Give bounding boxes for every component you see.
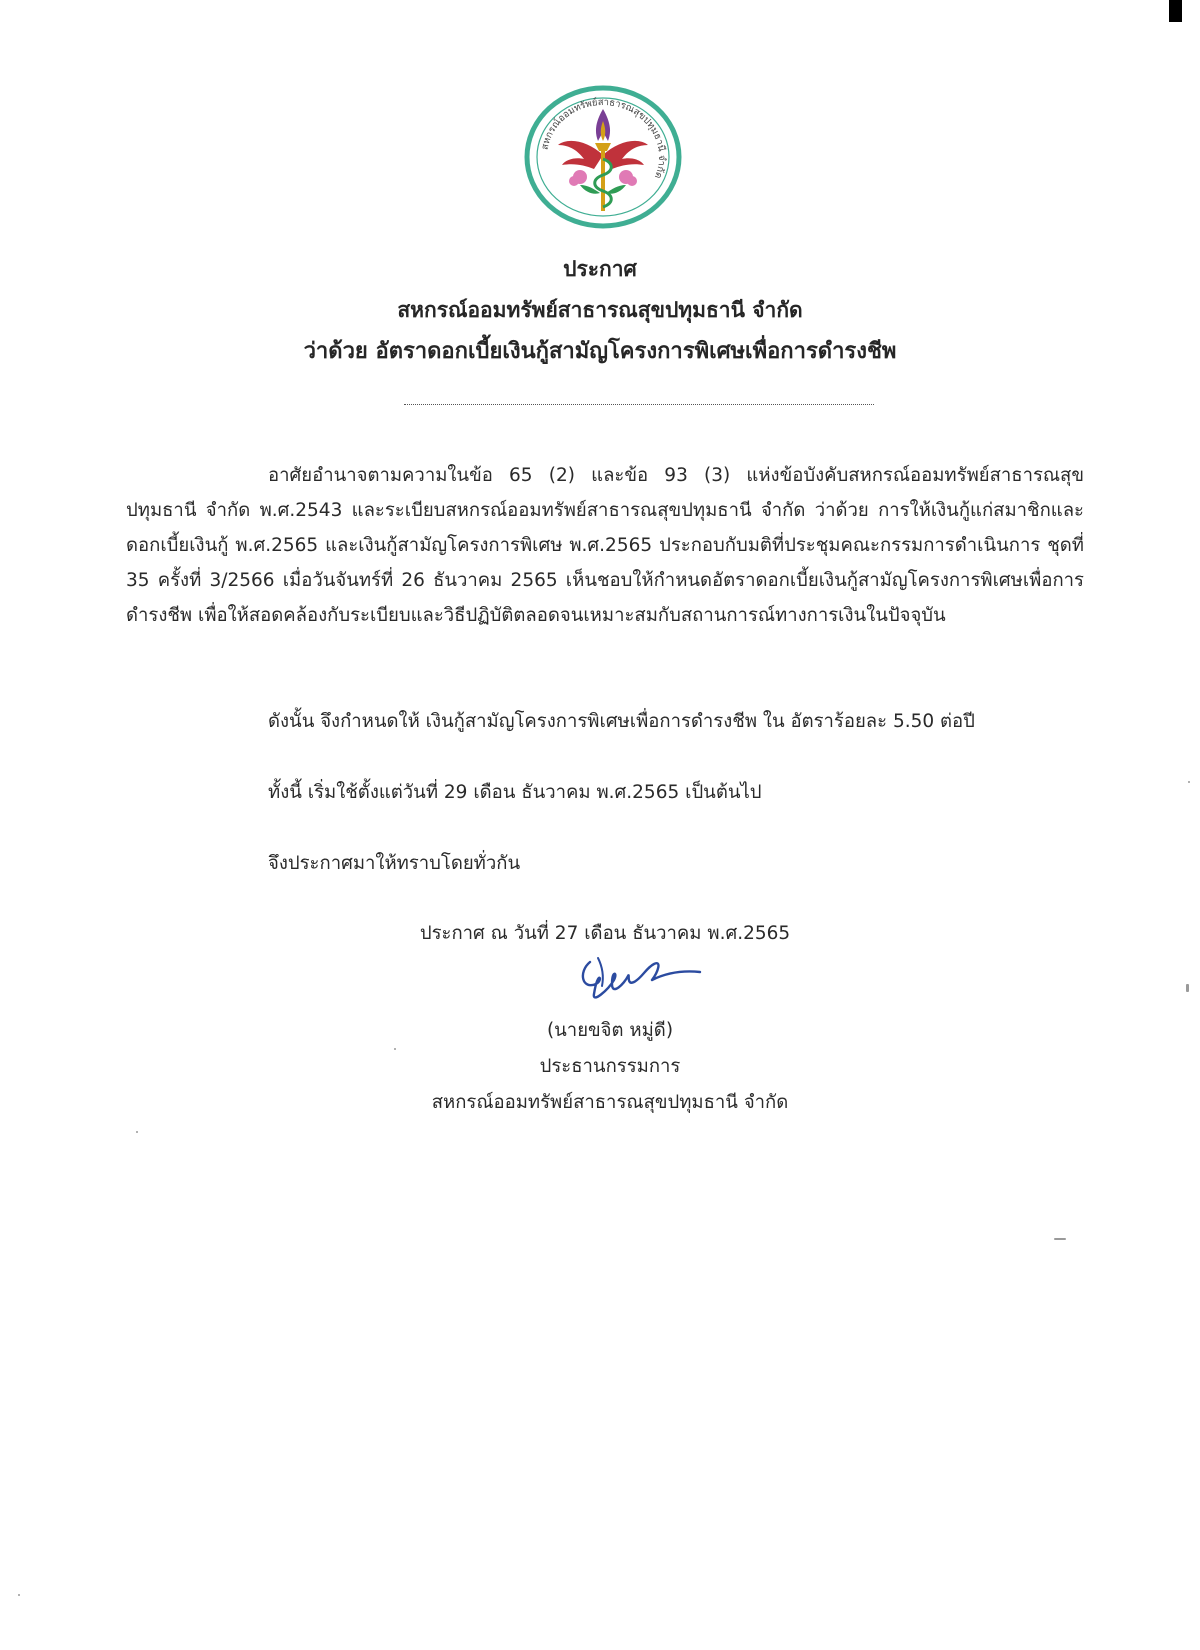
scan-speck — [1188, 781, 1190, 783]
organization-name: สหกรณ์ออมทรัพย์สาธารณสุขปทุมธานี จำกัด — [397, 298, 803, 322]
signer-position: ประธานกรรมการ — [539, 1056, 681, 1077]
scan-speck — [1054, 1238, 1066, 1240]
announcement-title: ประกาศ — [563, 257, 637, 281]
handwritten-signature — [568, 950, 708, 1010]
paragraph-interest-rate: ดังนั้น จึงกำหนดให้ เงินกู้สามัญโครงการพิเศษเพื่อการดำรงชีพ ใน อัตราร้อยละ 5.50 ต่อปี — [268, 711, 975, 732]
cooperative-logo — [522, 85, 684, 230]
announcement-date: ประกาศ ณ วันที่ 27 เดือน ธันวาคม พ.ศ.2565 — [419, 923, 791, 944]
signer-organization: สหกรณ์ออมทรัพย์สาธารณสุขปทุมธานี จำกัด — [431, 1092, 789, 1113]
announcement-subject: ว่าด้วย อัตราดอกเบี้ยเงินกู้สามัญโครงการพิเศษเพื่อการดำรงชีพ — [303, 339, 897, 364]
paragraph-authority: อาศัยอำนาจตามความในข้อ 65 (2) และข้อ 93 (3) แห่งข้อบังคับสหกรณ์ออมทรัพย์สาธารณสุขปทุมธานี จำกัด พ.ศ.2543 และระเบียบสหกรณ์ออมทรัพย์สาธารณสุขปทุมธานี จำกัด ว่าด้วย การให้เงินกู้แก่สมาชิกและดอกเบี้ยเงินกู้ พ.ศ.2565 และเงินกู้สามัญโครงการพิเศษ พ.ศ.2565 ประกอบกับมติที่ประชุมคณะกรรมการดำเนินการ ชุดที่ 35 ครั้งที่ 3/2566 เมื่อวันจันทร์ที่ 26 ธันวาคม 2565 เห็นชอบให้กำหนดอัตราดอกเบี้ยเงินกู้สามัญโครงการพิเศษเพื่อการดำรงชีพ เพื่อให้สอดคล้องกับระเบียบและวิธีปฏิบัติตลอดจนเหมาะสมกับสถานการณ์ทางการเงินในปัจจุบัน — [126, 465, 1084, 626]
scan-speck — [18, 1594, 20, 1596]
scan-speck — [394, 1048, 396, 1050]
paragraph-closing: จึงประกาศมาให้ทราบโดยทั่วกัน — [268, 853, 521, 874]
scan-corner-mark — [1169, 0, 1182, 22]
scan-speck — [136, 1131, 138, 1133]
paragraph-effective-date: ทั้งนี้ เริ่มใช้ตั้งแต่วันที่ 29 เดือน ธันวาคม พ.ศ.2565 เป็นต้นไป — [268, 782, 762, 803]
scan-speck — [1186, 984, 1189, 992]
dotted-separator — [404, 404, 874, 405]
svg-text:สหกรณ์ออมทรัพย์สาธารณสุขปทุมธา: สหกรณ์ออมทรัพย์สาธารณสุขปทุมธานี จำกัด — [539, 96, 668, 180]
signer-name: (นายขจิต หมู่ดี) — [546, 1020, 674, 1041]
